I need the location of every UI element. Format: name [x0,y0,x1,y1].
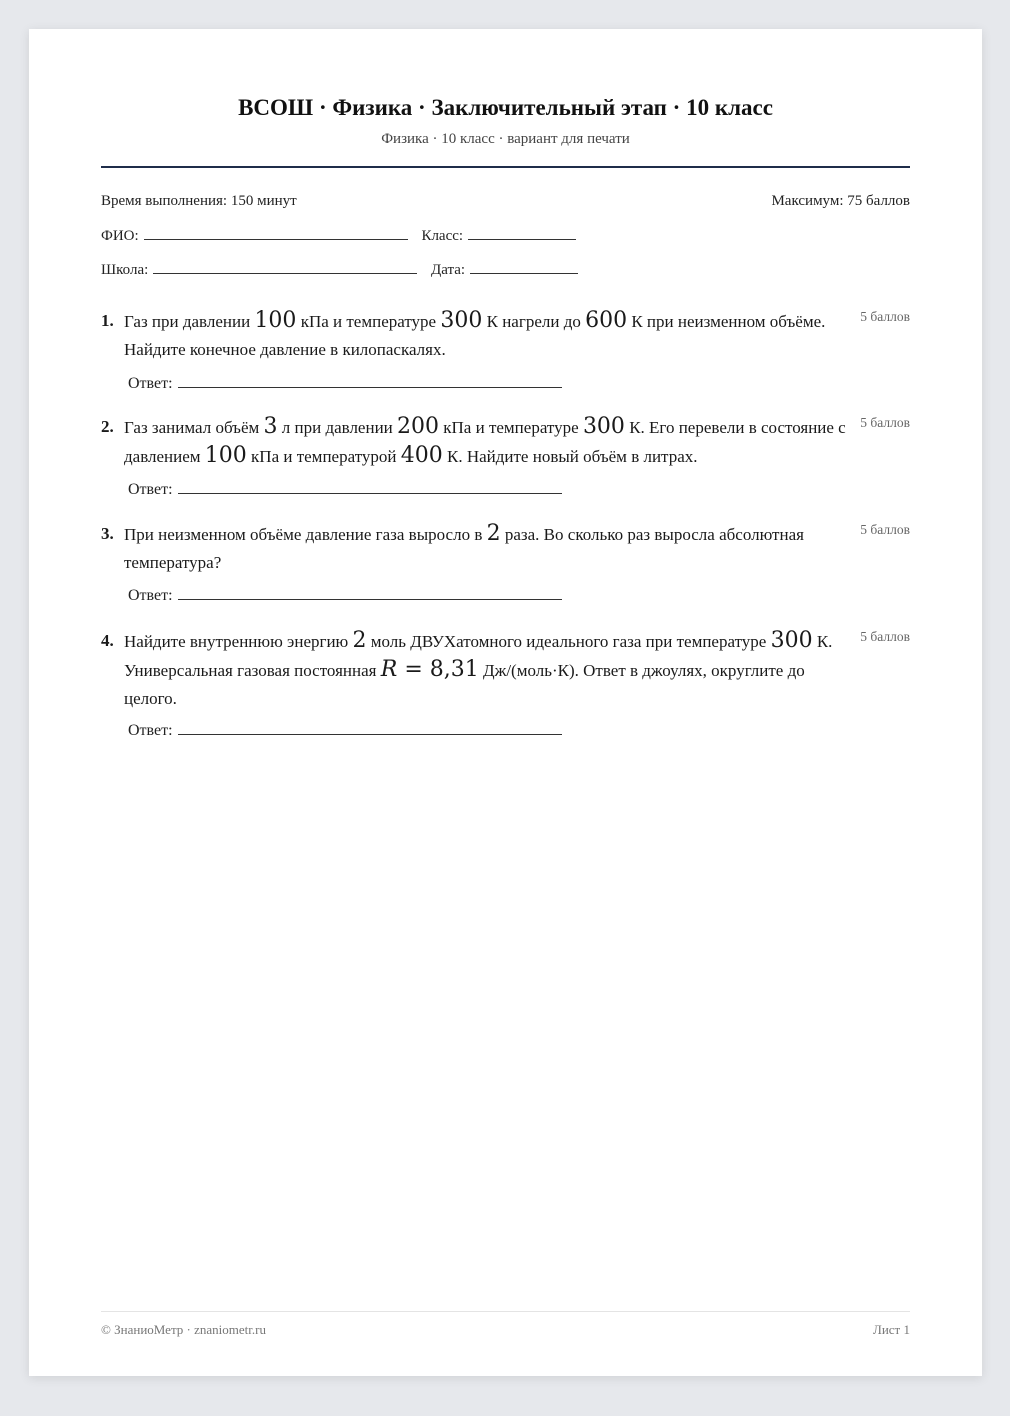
answer-label: Ответ: [128,375,173,392]
max-score: Максимум: 75 баллов [771,193,910,209]
date-field[interactable] [470,259,578,274]
task-number: 3. [101,524,114,543]
math-value: 300 [582,414,625,439]
math-value: = 8,31 [397,657,479,682]
text-part: раза. Во сколько раз выросла абсолютная температура? [124,525,804,572]
class-label: Класс: [421,228,464,244]
page-title: ВСОШ · Физика · Заключительный этап · 10 класс [238,95,773,120]
task-text [124,307,852,364]
answer-label: Ответ: [128,481,173,498]
footer-divider [101,1311,910,1312]
math-value: 100 [254,308,297,333]
fio-field[interactable] [144,225,408,240]
page-number: Лист 1 [873,1322,910,1337]
time-limit: Время выполнения: 150 минут [101,193,297,209]
text-part: Газ при давлении [124,312,255,331]
task-points: 5 баллов [860,629,910,644]
task-points: 5 баллов [860,522,910,537]
answer-field[interactable] [178,720,562,735]
math-value: 3 [263,414,278,439]
text-part: К нагрели до [482,312,586,331]
answer-label: Ответ: [128,587,173,604]
answer-field[interactable] [178,479,562,494]
page-subtitle: Физика · 10 класс · вариант для печати [381,131,630,147]
answer-row [128,720,562,740]
math-value: 300 [440,308,483,333]
school-date-row [101,259,910,279]
page-content [101,29,910,1376]
math-value: 400 [400,443,443,468]
math-value: 200 [397,414,440,439]
math-value: 100 [204,443,247,468]
task-text [124,520,852,577]
worksheet-page [29,29,982,1376]
class-field[interactable] [468,225,576,240]
task-number: 1. [101,311,114,330]
text-part: К при неизменном объёме. Найдите конечное давление в килопаскалях. [124,312,826,359]
text-part: Дж/(моль·К). Ответ в джоулях, округлите до целого. [124,661,805,708]
meta-row [101,193,910,210]
task-text [124,627,852,713]
task-points: 5 баллов [860,309,910,324]
task-number: 4. [101,631,114,650]
text-part: кПа и температуре [439,418,583,437]
fio-label: ФИО: [101,228,139,244]
task-number: 2. [101,417,114,436]
text-part: Газ занимал объём [124,418,264,437]
math-value: 2 [352,628,367,653]
text-part: кПа и температуре [296,312,441,331]
school-field[interactable] [153,259,417,274]
answer-field[interactable] [178,373,562,388]
answer-row [128,373,562,393]
math-value: 600 [585,308,628,333]
text-part: л при давлении [277,418,398,437]
task-points: 5 баллов [860,415,910,430]
math-symbol: R [380,657,398,682]
text-part: моль ДВУХатомного идеального газа при температуре [366,632,771,651]
date-label: Дата: [431,262,466,278]
text-part: К. Найдите новый объём в литрах. [442,447,698,466]
math-value: 300 [770,628,813,653]
header-divider [101,166,910,168]
math-value: 2 [486,521,501,546]
answer-label: Ответ: [128,722,173,739]
text-part: При неизменном объёме давление газа выросло в [124,525,487,544]
text-part: К. Универсальная газовая постоянная [124,632,833,680]
text-part: кПа и температурой [246,447,401,466]
school-label: Школа: [101,262,149,278]
answer-field[interactable] [178,585,562,600]
page-footer [101,1322,910,1338]
answer-row [128,479,562,499]
copyright: © ЗнаниоМетр · znaniometr.ru [101,1322,266,1337]
text-part: К. Его перевели в состояние с давлением [124,418,846,466]
text-part: Найдите внутреннюю энергию [124,632,353,651]
answer-row [128,585,562,605]
task-text [124,413,852,471]
fio-class-row [101,225,910,245]
